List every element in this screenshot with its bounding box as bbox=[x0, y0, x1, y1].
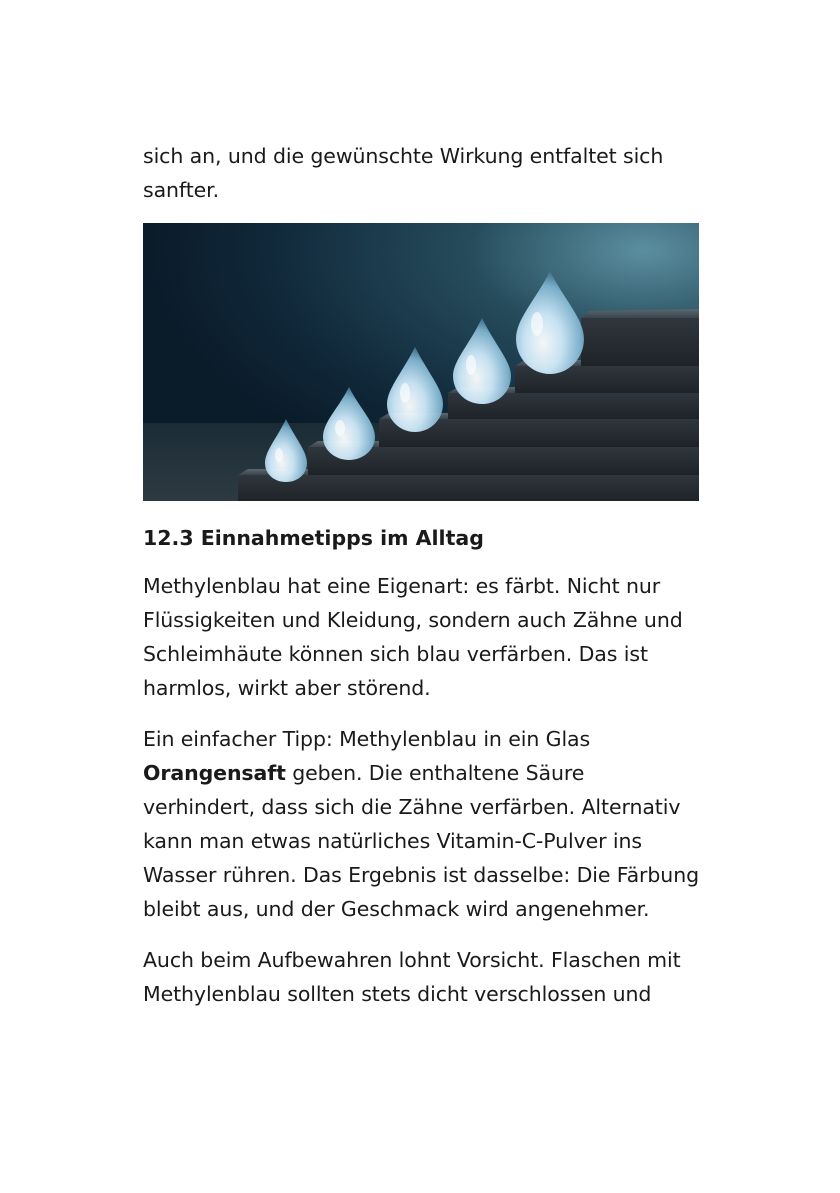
paragraph-storage: Auch beim Aufbewahren lohnt Vorsicht. Flaschen mit Methylenblau sollten stets dicht verschlossen und bbox=[143, 948, 681, 1006]
tip-text-start: Ein einfacher Tipp: Methylenblau in ein Glas bbox=[143, 727, 591, 751]
water-drops-on-stairs-image bbox=[143, 223, 699, 501]
tip-bold-orangensaft: Orangensaft bbox=[143, 761, 286, 785]
section-heading: 12.3 Einnahmetipps im Alltag bbox=[143, 526, 484, 550]
paragraph-staining: Methylenblau hat eine Eigenart: es färbt. Nicht nur Flüssigkeiten und Kleidung, sondern auch Zähne und Schleimhäute können sich blau verfärben. Das ist harmlos, wirkt aber störend. bbox=[143, 574, 683, 700]
continuation-paragraph: sich an, und die gewünschte Wirkung entfaltet sich sanfter. bbox=[143, 144, 664, 202]
document-page bbox=[143, 139, 699, 1028]
tip-text-end: geben. Die enthaltene Säure verhindert, dass sich die Zähne verfärben. Alternativ kann man etwas natürliches Vitamin-C-Pulver ins Wasser rühren. Das Ergebnis ist dasselbe: Die Färbung bleibt aus, und der Geschmack wird angenehmer. bbox=[143, 761, 699, 921]
paragraph-tip bbox=[143, 722, 699, 926]
